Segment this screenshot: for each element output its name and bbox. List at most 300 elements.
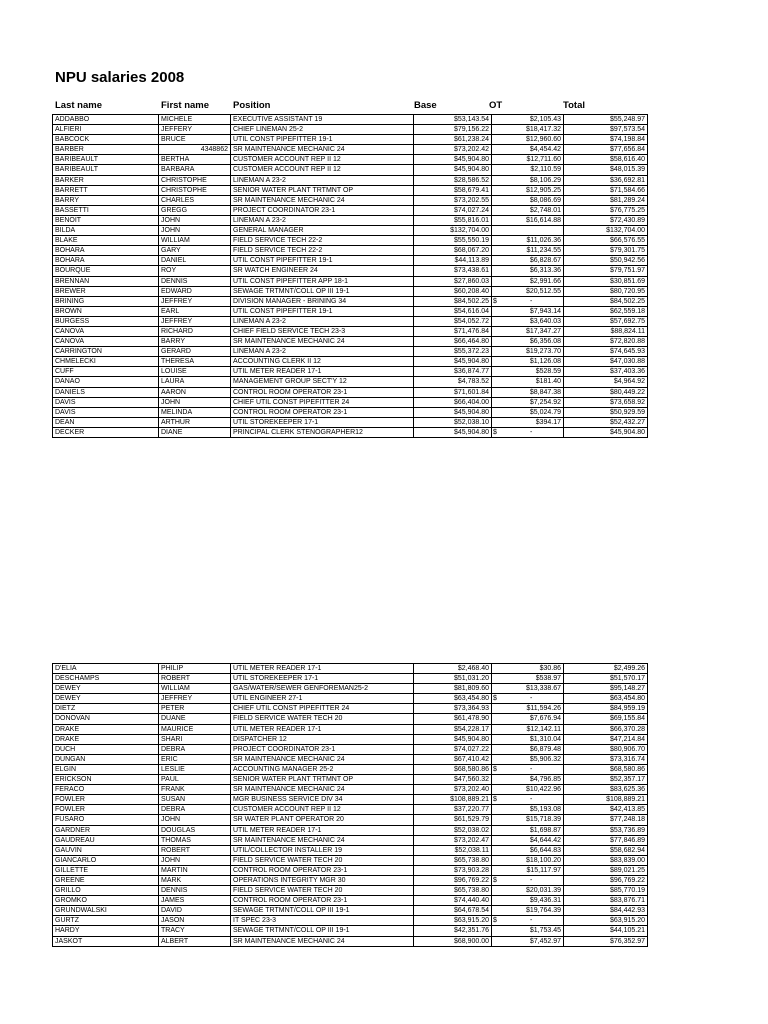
last-name-cell: FOWLER bbox=[53, 805, 159, 815]
last-name-cell: GURTZ bbox=[53, 916, 159, 926]
first-name-cell: PHILIP bbox=[159, 664, 231, 674]
last-name-cell: CUFF bbox=[53, 367, 159, 377]
total-cell: $69,155.84 bbox=[564, 714, 648, 724]
table-row bbox=[53, 326, 648, 336]
total-cell: $47,214.84 bbox=[564, 734, 648, 744]
last-name-cell: GAUDREAU bbox=[53, 835, 159, 845]
first-name-cell: DENNIS bbox=[159, 886, 231, 896]
total-cell: $36,692.81 bbox=[564, 175, 648, 185]
base-cell: $4,783.52 bbox=[414, 377, 492, 387]
ot-cell: $12,711.60 bbox=[492, 155, 564, 165]
ot-cell: $16,614.88 bbox=[492, 215, 564, 225]
ot-cell: $6,313.36 bbox=[492, 266, 564, 276]
ot-cell: $18,417.32 bbox=[492, 125, 564, 135]
position-cell: SR MAINTENANCE MECHANIC 24 bbox=[231, 835, 414, 845]
total-cell: $58,616.40 bbox=[564, 155, 648, 165]
ot-cell: $5,906.32 bbox=[492, 754, 564, 764]
position-cell: FIELD SERVICE WATER TECH 20 bbox=[231, 714, 414, 724]
base-cell: $61,238.24 bbox=[414, 135, 492, 145]
table-row bbox=[53, 306, 648, 316]
position-cell: FIELD SERVICE TECH 22-2 bbox=[231, 246, 414, 256]
position-cell: SR MAINTENANCE MECHANIC 24 bbox=[231, 145, 414, 155]
ot-cell: $17,347.27 bbox=[492, 326, 564, 336]
position-cell: CONTROL ROOM OPERATOR 23-1 bbox=[231, 896, 414, 906]
base-cell: $27,860.03 bbox=[414, 276, 492, 286]
base-cell: $71,601.84 bbox=[414, 387, 492, 397]
position-cell: UTIL CONST PIPEFITTER 19-1 bbox=[231, 306, 414, 316]
position-cell: UTIL METER READER 17-1 bbox=[231, 367, 414, 377]
table-row bbox=[53, 896, 648, 906]
last-name-cell: BREWER bbox=[53, 286, 159, 296]
last-name-cell: GIANCARLO bbox=[53, 855, 159, 865]
ot-cell: $7,676.94 bbox=[492, 714, 564, 724]
table-row bbox=[53, 387, 648, 397]
total-cell: $52,432.27 bbox=[564, 417, 648, 427]
header-last-name: Last name bbox=[55, 100, 102, 111]
base-cell: $54,052.72 bbox=[414, 316, 492, 326]
last-name-cell: GREENE bbox=[53, 875, 159, 885]
last-name-cell: CANOVA bbox=[53, 326, 159, 336]
last-name-cell: DANIELS bbox=[53, 387, 159, 397]
ot-cell: $8,106.29 bbox=[492, 175, 564, 185]
first-name-cell: BERTHA bbox=[159, 155, 231, 165]
base-cell: $73,202.42 bbox=[414, 145, 492, 155]
first-name-cell: DENNIS bbox=[159, 276, 231, 286]
total-cell: $37,403.36 bbox=[564, 367, 648, 377]
total-cell: $42,413.85 bbox=[564, 805, 648, 815]
salary-table-2 bbox=[52, 663, 648, 947]
last-name-cell: BASSETTI bbox=[53, 205, 159, 215]
first-name-cell: 4348862 bbox=[159, 145, 231, 155]
position-cell: PROJECT COORDINATOR 23-1 bbox=[231, 205, 414, 215]
total-cell: $68,580.86 bbox=[564, 764, 648, 774]
base-cell: $36,874.77 bbox=[414, 367, 492, 377]
first-name-cell: ROBERT bbox=[159, 845, 231, 855]
ot-cell: $ - bbox=[492, 296, 564, 306]
ot-cell: $6,828.67 bbox=[492, 256, 564, 266]
position-cell: LINEMAN A 23-2 bbox=[231, 347, 414, 357]
table-row bbox=[53, 357, 648, 367]
first-name-cell: ARTHUR bbox=[159, 417, 231, 427]
total-cell: $84,959.19 bbox=[564, 704, 648, 714]
table-row bbox=[53, 145, 648, 155]
base-cell: $79,156.22 bbox=[414, 125, 492, 135]
base-cell: $68,067.20 bbox=[414, 246, 492, 256]
position-cell: CHIEF FIELD SERVICE TECH 23-3 bbox=[231, 326, 414, 336]
position-cell: MGR BUSINESS SERVICE DIV 34 bbox=[231, 795, 414, 805]
total-cell: $83,625.36 bbox=[564, 785, 648, 795]
ot-cell: $6,879.48 bbox=[492, 744, 564, 754]
base-cell: $64,678.54 bbox=[414, 906, 492, 916]
total-cell: $108,889.21 bbox=[564, 795, 648, 805]
base-cell: $81,809.60 bbox=[414, 684, 492, 694]
base-cell: $73,202.55 bbox=[414, 195, 492, 205]
base-cell: $52,038.11 bbox=[414, 845, 492, 855]
last-name-cell: GROMKO bbox=[53, 896, 159, 906]
table-row bbox=[53, 724, 648, 734]
table-row bbox=[53, 155, 648, 165]
first-name-cell: GREGG bbox=[159, 205, 231, 215]
ot-cell: $10,422.96 bbox=[492, 785, 564, 795]
first-name-cell: DAVID bbox=[159, 906, 231, 916]
base-cell: $65,738.80 bbox=[414, 886, 492, 896]
first-name-cell: ERIC bbox=[159, 754, 231, 764]
first-name-cell: MARK bbox=[159, 875, 231, 885]
ot-cell: $6,644.83 bbox=[492, 845, 564, 855]
total-cell: $44,105.21 bbox=[564, 926, 648, 936]
first-name-cell: JAMES bbox=[159, 896, 231, 906]
ot-cell: $19,764.39 bbox=[492, 906, 564, 916]
ot-cell: $9,436.31 bbox=[492, 896, 564, 906]
ot-cell: $8,847.38 bbox=[492, 387, 564, 397]
last-name-cell: DUCH bbox=[53, 744, 159, 754]
position-cell: CHIEF UTIL CONST PIPEFITTER 24 bbox=[231, 397, 414, 407]
position-cell: SR WATCH ENGINEER 24 bbox=[231, 266, 414, 276]
base-cell: $53,143.54 bbox=[414, 115, 492, 125]
position-cell: UTIL/COLLECTOR INSTALLER 19 bbox=[231, 845, 414, 855]
last-name-cell: BARIBEAULT bbox=[53, 165, 159, 175]
last-name-cell: D'ELIA bbox=[53, 664, 159, 674]
last-name-cell: BARRY bbox=[53, 195, 159, 205]
total-cell: $71,584.66 bbox=[564, 185, 648, 195]
position-cell: LINEMAN A 23-2 bbox=[231, 215, 414, 225]
total-cell: $81,289.24 bbox=[564, 195, 648, 205]
base-cell: $28,586.52 bbox=[414, 175, 492, 185]
first-name-cell: JOHN bbox=[159, 226, 231, 236]
total-cell: $66,370.28 bbox=[564, 724, 648, 734]
first-name-cell: JOHN bbox=[159, 815, 231, 825]
table-row bbox=[53, 754, 648, 764]
table-row bbox=[53, 125, 648, 135]
base-cell: $67,410.42 bbox=[414, 754, 492, 764]
last-name-cell: BARBER bbox=[53, 145, 159, 155]
first-name-cell: GERARD bbox=[159, 347, 231, 357]
first-name-cell: SHARI bbox=[159, 734, 231, 744]
ot-cell: $4,454.42 bbox=[492, 145, 564, 155]
table-row bbox=[53, 714, 648, 724]
ot-cell: $19,273.70 bbox=[492, 347, 564, 357]
first-name-cell: ALBERT bbox=[159, 936, 231, 946]
base-cell: $73,364.93 bbox=[414, 704, 492, 714]
ot-cell: $4,796.85 bbox=[492, 775, 564, 785]
table-row bbox=[53, 845, 648, 855]
base-cell: $45,904.80 bbox=[414, 407, 492, 417]
first-name-cell: RICHARD bbox=[159, 326, 231, 336]
ot-cell: $ - bbox=[492, 875, 564, 885]
position-cell: UTIL CONST PIPEFITTER 19-1 bbox=[231, 135, 414, 145]
header-total: Total bbox=[563, 100, 585, 111]
table-row bbox=[53, 185, 648, 195]
last-name-cell: GRILLO bbox=[53, 886, 159, 896]
ot-cell: $20,031.39 bbox=[492, 886, 564, 896]
last-name-cell: BENOIT bbox=[53, 215, 159, 225]
position-cell: UTIL CONST PIPEFITTER APP 18-1 bbox=[231, 276, 414, 286]
table-row bbox=[53, 785, 648, 795]
total-cell: $4,964.92 bbox=[564, 377, 648, 387]
base-cell: $63,915.20 bbox=[414, 916, 492, 926]
table-row bbox=[53, 377, 648, 387]
table-row bbox=[53, 805, 648, 815]
table-row bbox=[53, 347, 648, 357]
first-name-cell: CHARLES bbox=[159, 195, 231, 205]
last-name-cell: BLAKE bbox=[53, 236, 159, 246]
table-row bbox=[53, 205, 648, 215]
base-cell: $54,616.04 bbox=[414, 306, 492, 316]
base-cell: $96,769.22 bbox=[414, 875, 492, 885]
last-name-cell: JASKOT bbox=[53, 936, 159, 946]
table-row bbox=[53, 694, 648, 704]
table-row bbox=[53, 936, 648, 946]
last-name-cell: DAVIS bbox=[53, 397, 159, 407]
ot-cell: $13,338.67 bbox=[492, 684, 564, 694]
position-cell: PROJECT COORDINATOR 23-1 bbox=[231, 744, 414, 754]
ot-cell: $11,594.26 bbox=[492, 704, 564, 714]
first-name-cell: LAURA bbox=[159, 377, 231, 387]
first-name-cell: JEFFERY bbox=[159, 125, 231, 135]
last-name-cell: DRAKE bbox=[53, 724, 159, 734]
ot-cell: $2,105.43 bbox=[492, 115, 564, 125]
table-row bbox=[53, 427, 648, 437]
ot-cell: $11,234.55 bbox=[492, 246, 564, 256]
ot-cell: $ - bbox=[492, 916, 564, 926]
total-cell: $72,820.88 bbox=[564, 337, 648, 347]
last-name-cell: FERACO bbox=[53, 785, 159, 795]
position-cell: UTIL METER READER 17-1 bbox=[231, 664, 414, 674]
position-cell: CUSTOMER ACCOUNT REP II 12 bbox=[231, 805, 414, 815]
position-cell: CHIEF UTIL CONST PIPEFITTER 24 bbox=[231, 704, 414, 714]
ot-cell: $8,086.69 bbox=[492, 195, 564, 205]
first-name-cell: DOUGLAS bbox=[159, 825, 231, 835]
first-name-cell: EDWARD bbox=[159, 286, 231, 296]
total-cell: $72,430.89 bbox=[564, 215, 648, 225]
last-name-cell: DAVIS bbox=[53, 407, 159, 417]
last-name-cell: CANOVA bbox=[53, 337, 159, 347]
last-name-cell: BOHARA bbox=[53, 246, 159, 256]
last-name-cell: BARIBEAULT bbox=[53, 155, 159, 165]
table-row bbox=[53, 296, 648, 306]
last-name-cell: DANAO bbox=[53, 377, 159, 387]
table-row bbox=[53, 916, 648, 926]
last-name-cell: BURGESS bbox=[53, 316, 159, 326]
base-cell: $66,404.00 bbox=[414, 397, 492, 407]
base-cell: $74,027.24 bbox=[414, 205, 492, 215]
first-name-cell: JOHN bbox=[159, 855, 231, 865]
total-cell: $52,357.17 bbox=[564, 775, 648, 785]
ot-cell: $1,753.45 bbox=[492, 926, 564, 936]
total-cell: $77,846.89 bbox=[564, 835, 648, 845]
table-row bbox=[53, 815, 648, 825]
table-row bbox=[53, 175, 648, 185]
first-name-cell: MARTIN bbox=[159, 865, 231, 875]
salary-table-1 bbox=[52, 114, 648, 438]
last-name-cell: DUNGAN bbox=[53, 754, 159, 764]
total-cell: $63,454.80 bbox=[564, 694, 648, 704]
total-cell: $58,682.94 bbox=[564, 845, 648, 855]
base-cell: $108,889.21 bbox=[414, 795, 492, 805]
table-row bbox=[53, 165, 648, 175]
position-cell: SEWAGE TRTMNT/COLL OP III 19-1 bbox=[231, 286, 414, 296]
total-cell: $96,769.22 bbox=[564, 875, 648, 885]
first-name-cell: PETER bbox=[159, 704, 231, 714]
position-cell: CONTROL ROOM OPERATOR 23-1 bbox=[231, 407, 414, 417]
base-cell: $68,580.86 bbox=[414, 764, 492, 774]
ot-cell: $181.40 bbox=[492, 377, 564, 387]
ot-cell: $394.17 bbox=[492, 417, 564, 427]
base-cell: $68,900.00 bbox=[414, 936, 492, 946]
ot-cell: $2,748.01 bbox=[492, 205, 564, 215]
ot-cell: $12,905.25 bbox=[492, 185, 564, 195]
total-cell: $80,906.70 bbox=[564, 744, 648, 754]
table-row bbox=[53, 875, 648, 885]
position-cell: GENERAL MANAGER bbox=[231, 226, 414, 236]
base-cell: $42,351.76 bbox=[414, 926, 492, 936]
table-row bbox=[53, 855, 648, 865]
first-name-cell: GARY bbox=[159, 246, 231, 256]
last-name-cell: BARRETT bbox=[53, 185, 159, 195]
last-name-cell: FUSARO bbox=[53, 815, 159, 825]
base-cell: $66,464.80 bbox=[414, 337, 492, 347]
position-cell: SR MAINTENANCE MECHANIC 24 bbox=[231, 195, 414, 205]
last-name-cell: GILLETTE bbox=[53, 865, 159, 875]
position-cell: CUSTOMER ACCOUNT REP II 12 bbox=[231, 155, 414, 165]
base-cell: $45,904.80 bbox=[414, 357, 492, 367]
position-cell: FIELD SERVICE WATER TECH 20 bbox=[231, 855, 414, 865]
header-ot: OT bbox=[489, 100, 503, 111]
first-name-cell: DIANE bbox=[159, 427, 231, 437]
total-cell: $30,851.69 bbox=[564, 276, 648, 286]
position-cell: UTIL METER READER 17-1 bbox=[231, 825, 414, 835]
last-name-cell: BABCOCK bbox=[53, 135, 159, 145]
ot-cell: $5,024.79 bbox=[492, 407, 564, 417]
last-name-cell: ALFIERI bbox=[53, 125, 159, 135]
first-name-cell: JOHN bbox=[159, 215, 231, 225]
base-cell: $45,904.80 bbox=[414, 155, 492, 165]
position-cell: CONTROL ROOM OPERATOR 23-1 bbox=[231, 865, 414, 875]
table-row bbox=[53, 734, 648, 744]
table-row bbox=[53, 865, 648, 875]
first-name-cell: JASON bbox=[159, 916, 231, 926]
first-name-cell: BARRY bbox=[159, 337, 231, 347]
first-name-cell: MELINDA bbox=[159, 407, 231, 417]
table-row bbox=[53, 276, 648, 286]
first-name-cell: DEBRA bbox=[159, 744, 231, 754]
table-row bbox=[53, 795, 648, 805]
table-row bbox=[53, 266, 648, 276]
total-cell: $85,770.19 bbox=[564, 886, 648, 896]
total-cell: $89,021.25 bbox=[564, 865, 648, 875]
table-row bbox=[53, 115, 648, 125]
first-name-cell: DUANE bbox=[159, 714, 231, 724]
position-cell: SEWAGE TRTMNT/COLL OP III 19-1 bbox=[231, 926, 414, 936]
table-row bbox=[53, 906, 648, 916]
ot-cell: $15,718.39 bbox=[492, 815, 564, 825]
total-cell: $73,316.74 bbox=[564, 754, 648, 764]
total-cell: $79,751.97 bbox=[564, 266, 648, 276]
ot-cell bbox=[492, 226, 564, 236]
position-cell: UTIL METER READER 17-1 bbox=[231, 724, 414, 734]
total-cell: $55,248.97 bbox=[564, 115, 648, 125]
ot-cell: $5,193.08 bbox=[492, 805, 564, 815]
first-name-cell: MAURICE bbox=[159, 724, 231, 734]
page-title: NPU salaries 2008 bbox=[55, 69, 185, 86]
ot-cell: $4,644.42 bbox=[492, 835, 564, 845]
table-row bbox=[53, 926, 648, 936]
last-name-cell: DONOVAN bbox=[53, 714, 159, 724]
base-cell: $52,038.02 bbox=[414, 825, 492, 835]
first-name-cell: JEFFREY bbox=[159, 694, 231, 704]
total-cell: $62,559.18 bbox=[564, 306, 648, 316]
base-cell: $37,220.77 bbox=[414, 805, 492, 815]
last-name-cell: BOHARA bbox=[53, 256, 159, 266]
total-cell: $2,499.26 bbox=[564, 664, 648, 674]
position-cell: DISPATCHER 12 bbox=[231, 734, 414, 744]
total-cell: $95,148.27 bbox=[564, 684, 648, 694]
total-cell: $83,876.71 bbox=[564, 896, 648, 906]
base-cell: $61,529.79 bbox=[414, 815, 492, 825]
last-name-cell: GRUNDWALSKI bbox=[53, 906, 159, 916]
first-name-cell: WILLIAM bbox=[159, 236, 231, 246]
total-cell: $79,301.75 bbox=[564, 246, 648, 256]
first-name-cell: JEFFREY bbox=[159, 316, 231, 326]
total-cell: $50,942.56 bbox=[564, 256, 648, 266]
first-name-cell: JEFFREY bbox=[159, 296, 231, 306]
first-name-cell: DANIEL bbox=[159, 256, 231, 266]
table-row bbox=[53, 316, 648, 326]
last-name-cell: HARDY bbox=[53, 926, 159, 936]
base-cell: $45,904.80 bbox=[414, 427, 492, 437]
ot-cell: $15,117.97 bbox=[492, 865, 564, 875]
position-cell: MANAGEMENT GROUP SECT'Y 12 bbox=[231, 377, 414, 387]
total-cell: $47,030.88 bbox=[564, 357, 648, 367]
position-cell: OPERATIONS INTEGRITY MGR 30 bbox=[231, 875, 414, 885]
last-name-cell: BRINING bbox=[53, 296, 159, 306]
base-cell: $71,476.84 bbox=[414, 326, 492, 336]
base-cell: $60,208.40 bbox=[414, 286, 492, 296]
total-cell: $53,736.89 bbox=[564, 825, 648, 835]
table-row bbox=[53, 236, 648, 246]
position-cell: SR MAINTENANCE MECHANIC 24 bbox=[231, 936, 414, 946]
table-row bbox=[53, 674, 648, 684]
total-cell: $77,656.84 bbox=[564, 145, 648, 155]
base-cell: $84,502.25 bbox=[414, 296, 492, 306]
first-name-cell: CHRISTOPHE bbox=[159, 185, 231, 195]
ot-cell: $1,126.08 bbox=[492, 357, 564, 367]
base-cell: $2,468.40 bbox=[414, 664, 492, 674]
ot-cell: $30.86 bbox=[492, 664, 564, 674]
total-cell: $77,248.18 bbox=[564, 815, 648, 825]
table-row bbox=[53, 256, 648, 266]
ot-cell: $1,310.04 bbox=[492, 734, 564, 744]
position-cell: LINEMAN A 23-2 bbox=[231, 316, 414, 326]
ot-cell: $ - bbox=[492, 427, 564, 437]
position-cell: SENIOR WATER PLANT TRTMNT OP bbox=[231, 185, 414, 195]
ot-cell: $ - bbox=[492, 694, 564, 704]
total-cell: $74,645.93 bbox=[564, 347, 648, 357]
first-name-cell: THERESA bbox=[159, 357, 231, 367]
ot-cell: $7,943.14 bbox=[492, 306, 564, 316]
table-row bbox=[53, 226, 648, 236]
first-name-cell: SUSAN bbox=[159, 795, 231, 805]
position-cell: FIELD SERVICE WATER TECH 20 bbox=[231, 886, 414, 896]
last-name-cell: GAUVIN bbox=[53, 845, 159, 855]
ot-cell: $538.97 bbox=[492, 674, 564, 684]
position-cell: ACCOUNTING MANAGER 25-2 bbox=[231, 764, 414, 774]
last-name-cell: GARDNER bbox=[53, 825, 159, 835]
ot-cell: $7,452.97 bbox=[492, 936, 564, 946]
last-name-cell: BROWN bbox=[53, 306, 159, 316]
table-row bbox=[53, 775, 648, 785]
base-cell: $55,372.23 bbox=[414, 347, 492, 357]
